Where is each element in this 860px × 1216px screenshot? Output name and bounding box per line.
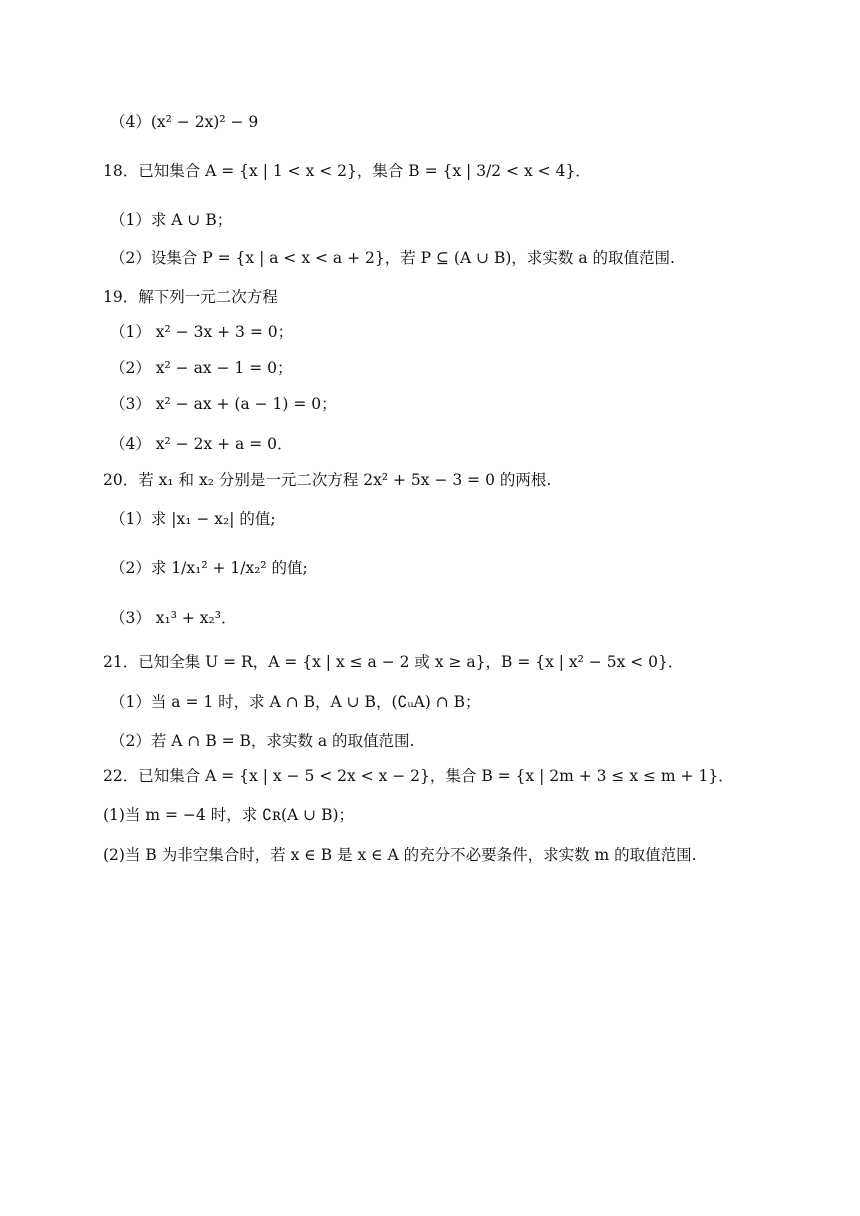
q22-part-1: (1)当 m = −4 时，求 ∁ʀ(A ∪ B)； <box>103 806 355 824</box>
q20-part-3: （3） x₁³ + x₂³． <box>110 609 237 627</box>
q21-part-1: （1）当 a = 1 时，求 A ∩ B，A ∪ B，(∁ᵤA) ∩ B； <box>110 693 481 711</box>
q21-part-2: （2）若 A ∩ B = B，求实数 a 的取值范围. <box>110 732 415 750</box>
q18-stem: 18．已知集合 A = {x | 1 < x < 2}，集合 B = {x | 3/2 < x < 4}． <box>103 162 591 180</box>
q21-stem: 21．已知全集 U = R，A = {x | x ≤ a − 2 或 x ≥ a}，B = {x | x² − 5x < 0}． <box>103 653 684 671</box>
q20-part-1: （1）求 |x₁ − x₂| 的值; <box>110 510 276 528</box>
q19-part-4: （4） x² − 2x + a = 0． <box>110 435 293 453</box>
q20-stem: 20．若 x₁ 和 x₂ 分别是一元二次方程 2x² + 5x − 3 = 0 的两根. <box>103 471 552 489</box>
q22-stem: 22．已知集合 A = {x | x − 5 < 2x < x − 2}，集合 B = {x | 2m + 3 ≤ x ≤ m + 1}． <box>103 767 734 785</box>
q18-part-2: （2）设集合 P = {x | a < x < a + 2}，若 P ⊆ (A ∪ B)，求实数 a 的取值范围. <box>110 249 675 267</box>
q18-part-1: （1）求 A ∪ B； <box>110 211 233 229</box>
q22-part-2: (2)当 B 为非空集合时，若 x ∈ B 是 x ∈ A 的充分不必要条件，求实数 m 的取值范围. <box>103 846 697 864</box>
q19-part-1: （1） x² − 3x + 3 = 0； <box>110 323 294 341</box>
q19-part-2: （2） x² − ax − 1 = 0； <box>110 359 293 377</box>
q17-part-4: （4）(x² − 2x)² − 9 <box>110 113 259 131</box>
q20-part-2: （2）求 1/x₁² + 1/x₂² 的值; <box>110 559 308 577</box>
q19-stem: 19．解下列一元二次方程 <box>103 288 278 306</box>
q19-part-3: （3） x² − ax + (a − 1) = 0； <box>110 395 337 413</box>
